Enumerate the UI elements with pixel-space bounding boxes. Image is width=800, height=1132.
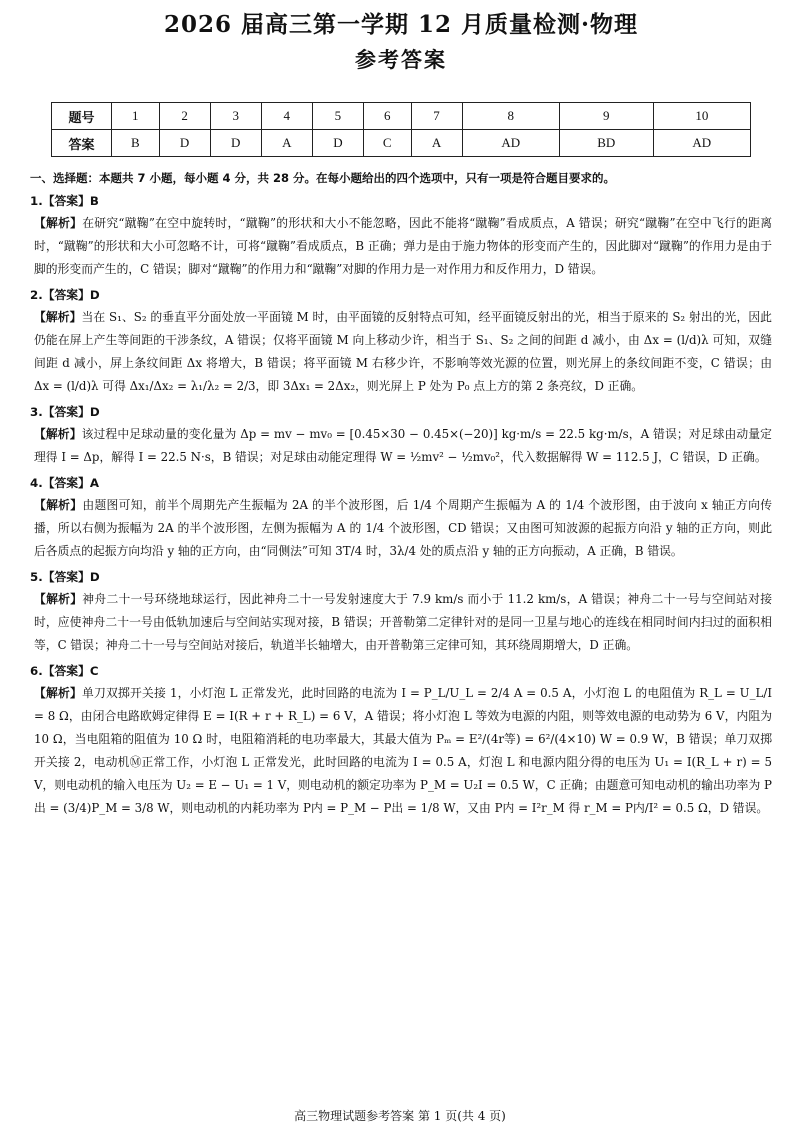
table-cell: 5 [312,103,363,130]
question-block [30,473,772,563]
table-cell: C [363,130,411,157]
page-title: 2026 届高三第一学期 12 月质量检测·物理 [163,11,639,38]
analysis-label: 【解析】 [34,498,83,512]
analysis-paragraph [30,494,772,563]
section-heading: 一、选择题：本题共 7 小题，每小题 4 分，共 28 分。在每小题给出的四个选项中，只有一项是符合题目要求的。 [30,171,616,185]
analysis-paragraph [30,306,772,398]
table-cell: 6 [363,103,411,130]
answer-line: 1.【答案】B [30,194,99,208]
table-cell: 4 [261,103,312,130]
analysis-paragraph [30,588,772,657]
table-cell: 7 [411,103,462,130]
row-label-answer: 答案 [52,130,112,157]
analysis-text: 神舟二十一号环绕地球运行，因此神舟二十一号发射速度大于 7.9 km/s 而小于 11.2 km/s，A 错误；神舟二十一号与空间站对接时，应使神舟二十一号由低轨加速后与空间站实现对接，B 错误；开普勒第二定律针对的是同一卫星与地心的连线在相同时间内扫过的面积相等，C 错误；神舟二十一号与空间站对接后，轨道半长轴增大，由开普勒第三定律可知，其环绕周期增大，D 正确。 [34,592,772,652]
page-subtitle: 参考答案 [355,47,447,72]
table-cell: 9 [559,103,653,130]
answer-line: 6.【答案】C [30,664,99,678]
analysis-label: 【解析】 [34,216,83,230]
answer-row [52,130,751,157]
analysis-label: 【解析】 [34,686,82,700]
table-cell: 10 [653,103,750,130]
table-cell: 1 [112,103,160,130]
table-cell: D [312,130,363,157]
table-cell: AD [462,130,559,157]
table-cell: B [112,130,160,157]
question-block [30,567,772,657]
analysis-paragraph [30,682,772,820]
analysis-label: 【解析】 [34,427,82,441]
table-cell: 2 [159,103,210,130]
table-cell: D [159,130,210,157]
answer-line: 2.【答案】D [30,288,100,302]
table-cell: D [210,130,261,157]
question-block [30,285,772,398]
analysis-text: 该过程中足球动量的变化量为 Δp = mv − mv₀ = [0.45×30 − 0.45×(−20)] kg·m/s = 22.5 kg·m/s，A 错误；对足球由动量定理得 I = Δp，解得 I = 22.5 N·s，B 错误；对足球由动能定理得 W = ½mv² − ½mv₀²，代入数据解得 W = 112.5 J，C 错误，D 正确。 [34,427,772,464]
question-block [30,402,772,469]
analysis-label: 【解析】 [34,310,82,324]
analysis-label: 【解析】 [34,592,83,606]
question-block [30,661,772,820]
answer-line: 3.【答案】D [30,405,100,419]
analysis-text: 当在 S₁、S₂ 的垂直平分面处放一平面镜 M 时，由平面镜的反射特点可知，经平面镜反射出的光，相当于原来的 S₂ 射出的光，因此仍能在屏上产生等间距的干涉条纹，A 错误；仅将平面镜 M 向上移动少许，相当于 S₁、S₂ 之间的间距 d 减小，由 Δx = (l/d)λ 可知，双缝间距 d 减小，屏上条纹间距 Δx 将增大，B 错误；将平面镜 M 右移少许，不影响等效光源的位置，则光屏上的条纹间距不变，C 错误；由 Δx = (l/d)λ 可得 Δx₁/Δx₂ = λ₁/λ₂ = 2/3，即 3Δx₁ = 2Δx₂，则光屏上 P 处为 P₀ 点上方的第 2 条亮纹，D 正确。 [34,310,772,393]
answer-line: 4.【答案】A [30,476,100,490]
page-footer: 高三物理试题参考答案 第 1 页(共 4 页) [294,1109,506,1123]
analysis-text: 由题图可知，前半个周期先产生振幅为 2A 的半个波形图，后 1/4 个周期产生振幅为 A 的 1/4 个波形图，由于波向 x 轴正方向传播，所以右侧为振幅为 2A 的半个波形图，左侧为振幅为 A 的 1/4 个波形图，CD 错误；又由图可知波源的起振方向沿 y 轴的正方向，则此后各质点的起振方向均沿 y 轴的正方向，由“同侧法”可知 3T/4 时，3λ/4 处的质点沿 y 轴的正方向振动，A 正确，B 错误。 [34,498,772,558]
table-cell: AD [653,130,750,157]
row-label-number: 题号 [52,103,112,130]
analysis-text: 单刀双掷开关接 1，小灯泡 L 正常发光，此时回路的电流为 I = P_L/U_L = 2/4 A = 0.5 A，小灯泡 L 的电阻值为 R_L = U_L/I = 8 Ω，由闭合电路欧姆定律得 E = I(R + r + R_L) = 6 V，A 错误；将小灯泡 L 等效为电源的内阻，则等效电源的电动势为 6 V，内阻为 10 Ω，当电阻箱的阻值为 10 Ω 时，电阻箱消耗的电功率最大，其最大值为 Pₘ = E²/(4r等) = 6²/(4×10) W = 0.9 W，B 错误；单刀双掷开关接 2，电动机Ⓜ正常工作，小灯泡 L 正常发光，此时回路的电流为 I = 0.5 A，灯泡 L 和电源内阻分得的电压为 U₁ = I(R_L + r) = 5 V，则电动机的输入电压为 U₂ = E − U₁ = 1 V，则电动机的额定功率为 P_M = U₂I = 0.5 W，C 正确；由题意可知电动机的输出功率为 P出 = (3/4)P_M = 3/8 W，则电动机的内耗功率为 P内 = P_M − P出 = 1/8 W，又由 P内 = I²r_M 得 r_M = P内/I² = 0.5 Ω，D 错误。 [34,686,772,815]
question-block [30,191,772,281]
answer-line: 5.【答案】D [30,570,100,584]
answer-table [51,102,751,157]
table-cell: A [411,130,462,157]
table-cell: A [261,130,312,157]
table-cell: BD [559,130,653,157]
analysis-text: 在研究“蹴鞠”在空中旋转时，“蹴鞠”的形状和大小不能忽略，因此不能将“蹴鞠”看成质点，A 错误；研究“蹴鞠”在空中飞行的距离时，“蹴鞠”的形状和大小可忽略不计，可将“蹴鞠”看成质点，B 正确；弹力是由于施力物体的形变而产生的，因此脚对“蹴鞠”的作用力是由于脚的形变而产生的，C 错误；脚对“蹴鞠”的作用力和“蹴鞠”对脚的作用力是一对作用力和反作用力，D 错误。 [34,216,772,276]
analysis-paragraph [30,423,772,469]
solutions [30,191,772,820]
table-cell: 3 [210,103,261,130]
analysis-paragraph [30,212,772,281]
table-cell: 8 [462,103,559,130]
question-number-row [52,103,751,130]
